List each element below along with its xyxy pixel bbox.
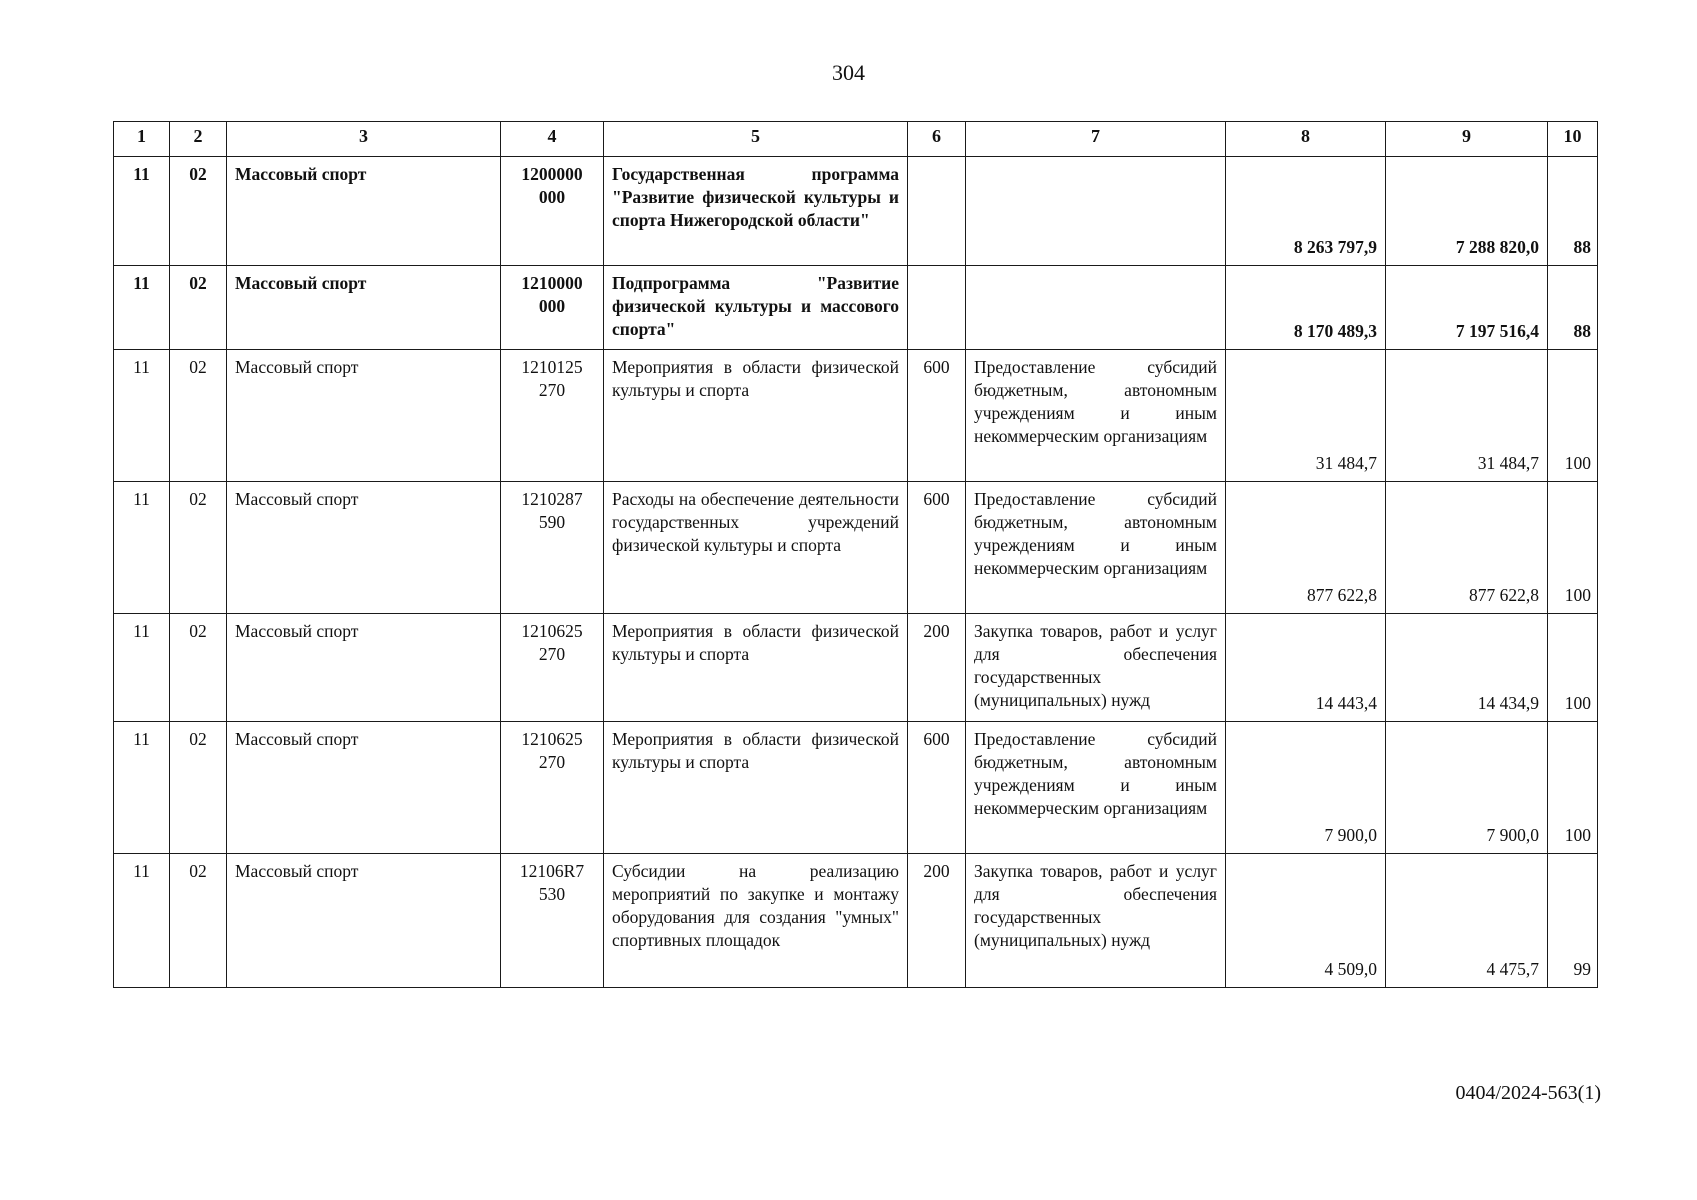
planned-amount: 8 170 489,3 [1226, 266, 1386, 350]
actual-amount: 7 197 516,4 [1386, 266, 1548, 350]
section-code: 11 [114, 614, 170, 722]
article-name: Мероприятия в области физической культуры и спорта [604, 614, 908, 722]
table-row [114, 614, 1598, 722]
planned-amount: 7 900,0 [1226, 722, 1386, 854]
table-row [114, 157, 1598, 266]
subsection-name: Массовый спорт [227, 482, 501, 614]
expense-type-name: Предоставление субсидий бюджетным, автономным учреждениям и иным некоммерческим организациям [966, 722, 1226, 854]
subsection-code: 02 [170, 482, 227, 614]
expense-type-code: 200 [908, 614, 966, 722]
target-article-code: 1210625 270 [501, 614, 604, 722]
target-article-code: 1200000 000 [501, 157, 604, 266]
subsection-name: Массовый спорт [227, 854, 501, 988]
subsection-code: 02 [170, 854, 227, 988]
execution-percent: 100 [1548, 722, 1598, 854]
planned-amount: 14 443,4 [1226, 614, 1386, 722]
actual-amount: 14 434,9 [1386, 614, 1548, 722]
table-row [114, 482, 1598, 614]
expense-type-name: Предоставление субсидий бюджетным, автономным учреждениям и иным некоммерческим организациям [966, 350, 1226, 482]
header-cell: 4 [501, 122, 604, 157]
expense-type-name: Закупка товаров, работ и услуг для обеспечения государственных (муниципальных) нужд [966, 614, 1226, 722]
execution-percent: 88 [1548, 266, 1598, 350]
table-row [114, 266, 1598, 350]
planned-amount: 877 622,8 [1226, 482, 1386, 614]
section-code: 11 [114, 722, 170, 854]
subsection-name: Массовый спорт [227, 614, 501, 722]
execution-percent: 100 [1548, 482, 1598, 614]
expense-type-name [966, 157, 1226, 266]
subsection-code: 02 [170, 614, 227, 722]
target-article-code: 1210125 270 [501, 350, 604, 482]
planned-amount: 31 484,7 [1226, 350, 1386, 482]
execution-percent: 99 [1548, 854, 1598, 988]
planned-amount: 8 263 797,9 [1226, 157, 1386, 266]
actual-amount: 4 475,7 [1386, 854, 1548, 988]
document-code: 0404/2024-563(1) [1455, 1082, 1601, 1104]
expense-type-name: Закупка товаров, работ и услуг для обеспечения государственных (муниципальных) нужд [966, 854, 1226, 988]
subsection-name: Массовый спорт [227, 157, 501, 266]
header-cell: 9 [1386, 122, 1548, 157]
article-name: Подпрограмма "Развитие физической культуры и массового спорта" [604, 266, 908, 350]
article-name: Мероприятия в области физической культуры и спорта [604, 350, 908, 482]
article-name: Расходы на обеспечение деятельности государственных учреждений физической культуры и спорта [604, 482, 908, 614]
expense-type-code: 600 [908, 482, 966, 614]
actual-amount: 877 622,8 [1386, 482, 1548, 614]
actual-amount: 31 484,7 [1386, 350, 1548, 482]
table-row [114, 350, 1598, 482]
header-row [114, 122, 1598, 157]
header-cell: 8 [1226, 122, 1386, 157]
header-cell: 5 [604, 122, 908, 157]
target-article-code: 1210287 590 [501, 482, 604, 614]
target-article-code: 1210000 000 [501, 266, 604, 350]
expense-type-code: 600 [908, 350, 966, 482]
section-code: 11 [114, 266, 170, 350]
header-cell: 2 [170, 122, 227, 157]
section-code: 11 [114, 482, 170, 614]
execution-percent: 100 [1548, 614, 1598, 722]
table-row [114, 854, 1598, 988]
header-cell: 7 [966, 122, 1226, 157]
target-article-code: 12106R7 530 [501, 854, 604, 988]
header-cell: 1 [114, 122, 170, 157]
header-cell: 10 [1548, 122, 1598, 157]
expense-type-code [908, 157, 966, 266]
subsection-code: 02 [170, 722, 227, 854]
execution-percent: 88 [1548, 157, 1598, 266]
execution-percent: 100 [1548, 350, 1598, 482]
section-code: 11 [114, 350, 170, 482]
planned-amount: 4 509,0 [1226, 854, 1386, 988]
expense-type-name: Предоставление субсидий бюджетным, автономным учреждениям и иным некоммерческим организациям [966, 482, 1226, 614]
subsection-name: Массовый спорт [227, 350, 501, 482]
page-number: 304 [832, 60, 865, 85]
article-name: Мероприятия в области физической культуры и спорта [604, 722, 908, 854]
subsection-code: 02 [170, 157, 227, 266]
expense-type-code [908, 266, 966, 350]
table-row [114, 722, 1598, 854]
expense-type-code: 200 [908, 854, 966, 988]
target-article-code: 1210625 270 [501, 722, 604, 854]
header-cell: 6 [908, 122, 966, 157]
section-code: 11 [114, 854, 170, 988]
subsection-name: Массовый спорт [227, 266, 501, 350]
subsection-name: Массовый спорт [227, 722, 501, 854]
actual-amount: 7 288 820,0 [1386, 157, 1548, 266]
budget-table [113, 121, 1598, 988]
article-name: Государственная программа "Развитие физической культуры и спорта Нижегородской области" [604, 157, 908, 266]
article-name: Субсидии на реализацию мероприятий по закупке и монтажу оборудования для создания "умных" спортивных площадок [604, 854, 908, 988]
section-code: 11 [114, 157, 170, 266]
actual-amount: 7 900,0 [1386, 722, 1548, 854]
header-cell: 3 [227, 122, 501, 157]
subsection-code: 02 [170, 350, 227, 482]
subsection-code: 02 [170, 266, 227, 350]
expense-type-code: 600 [908, 722, 966, 854]
expense-type-name [966, 266, 1226, 350]
